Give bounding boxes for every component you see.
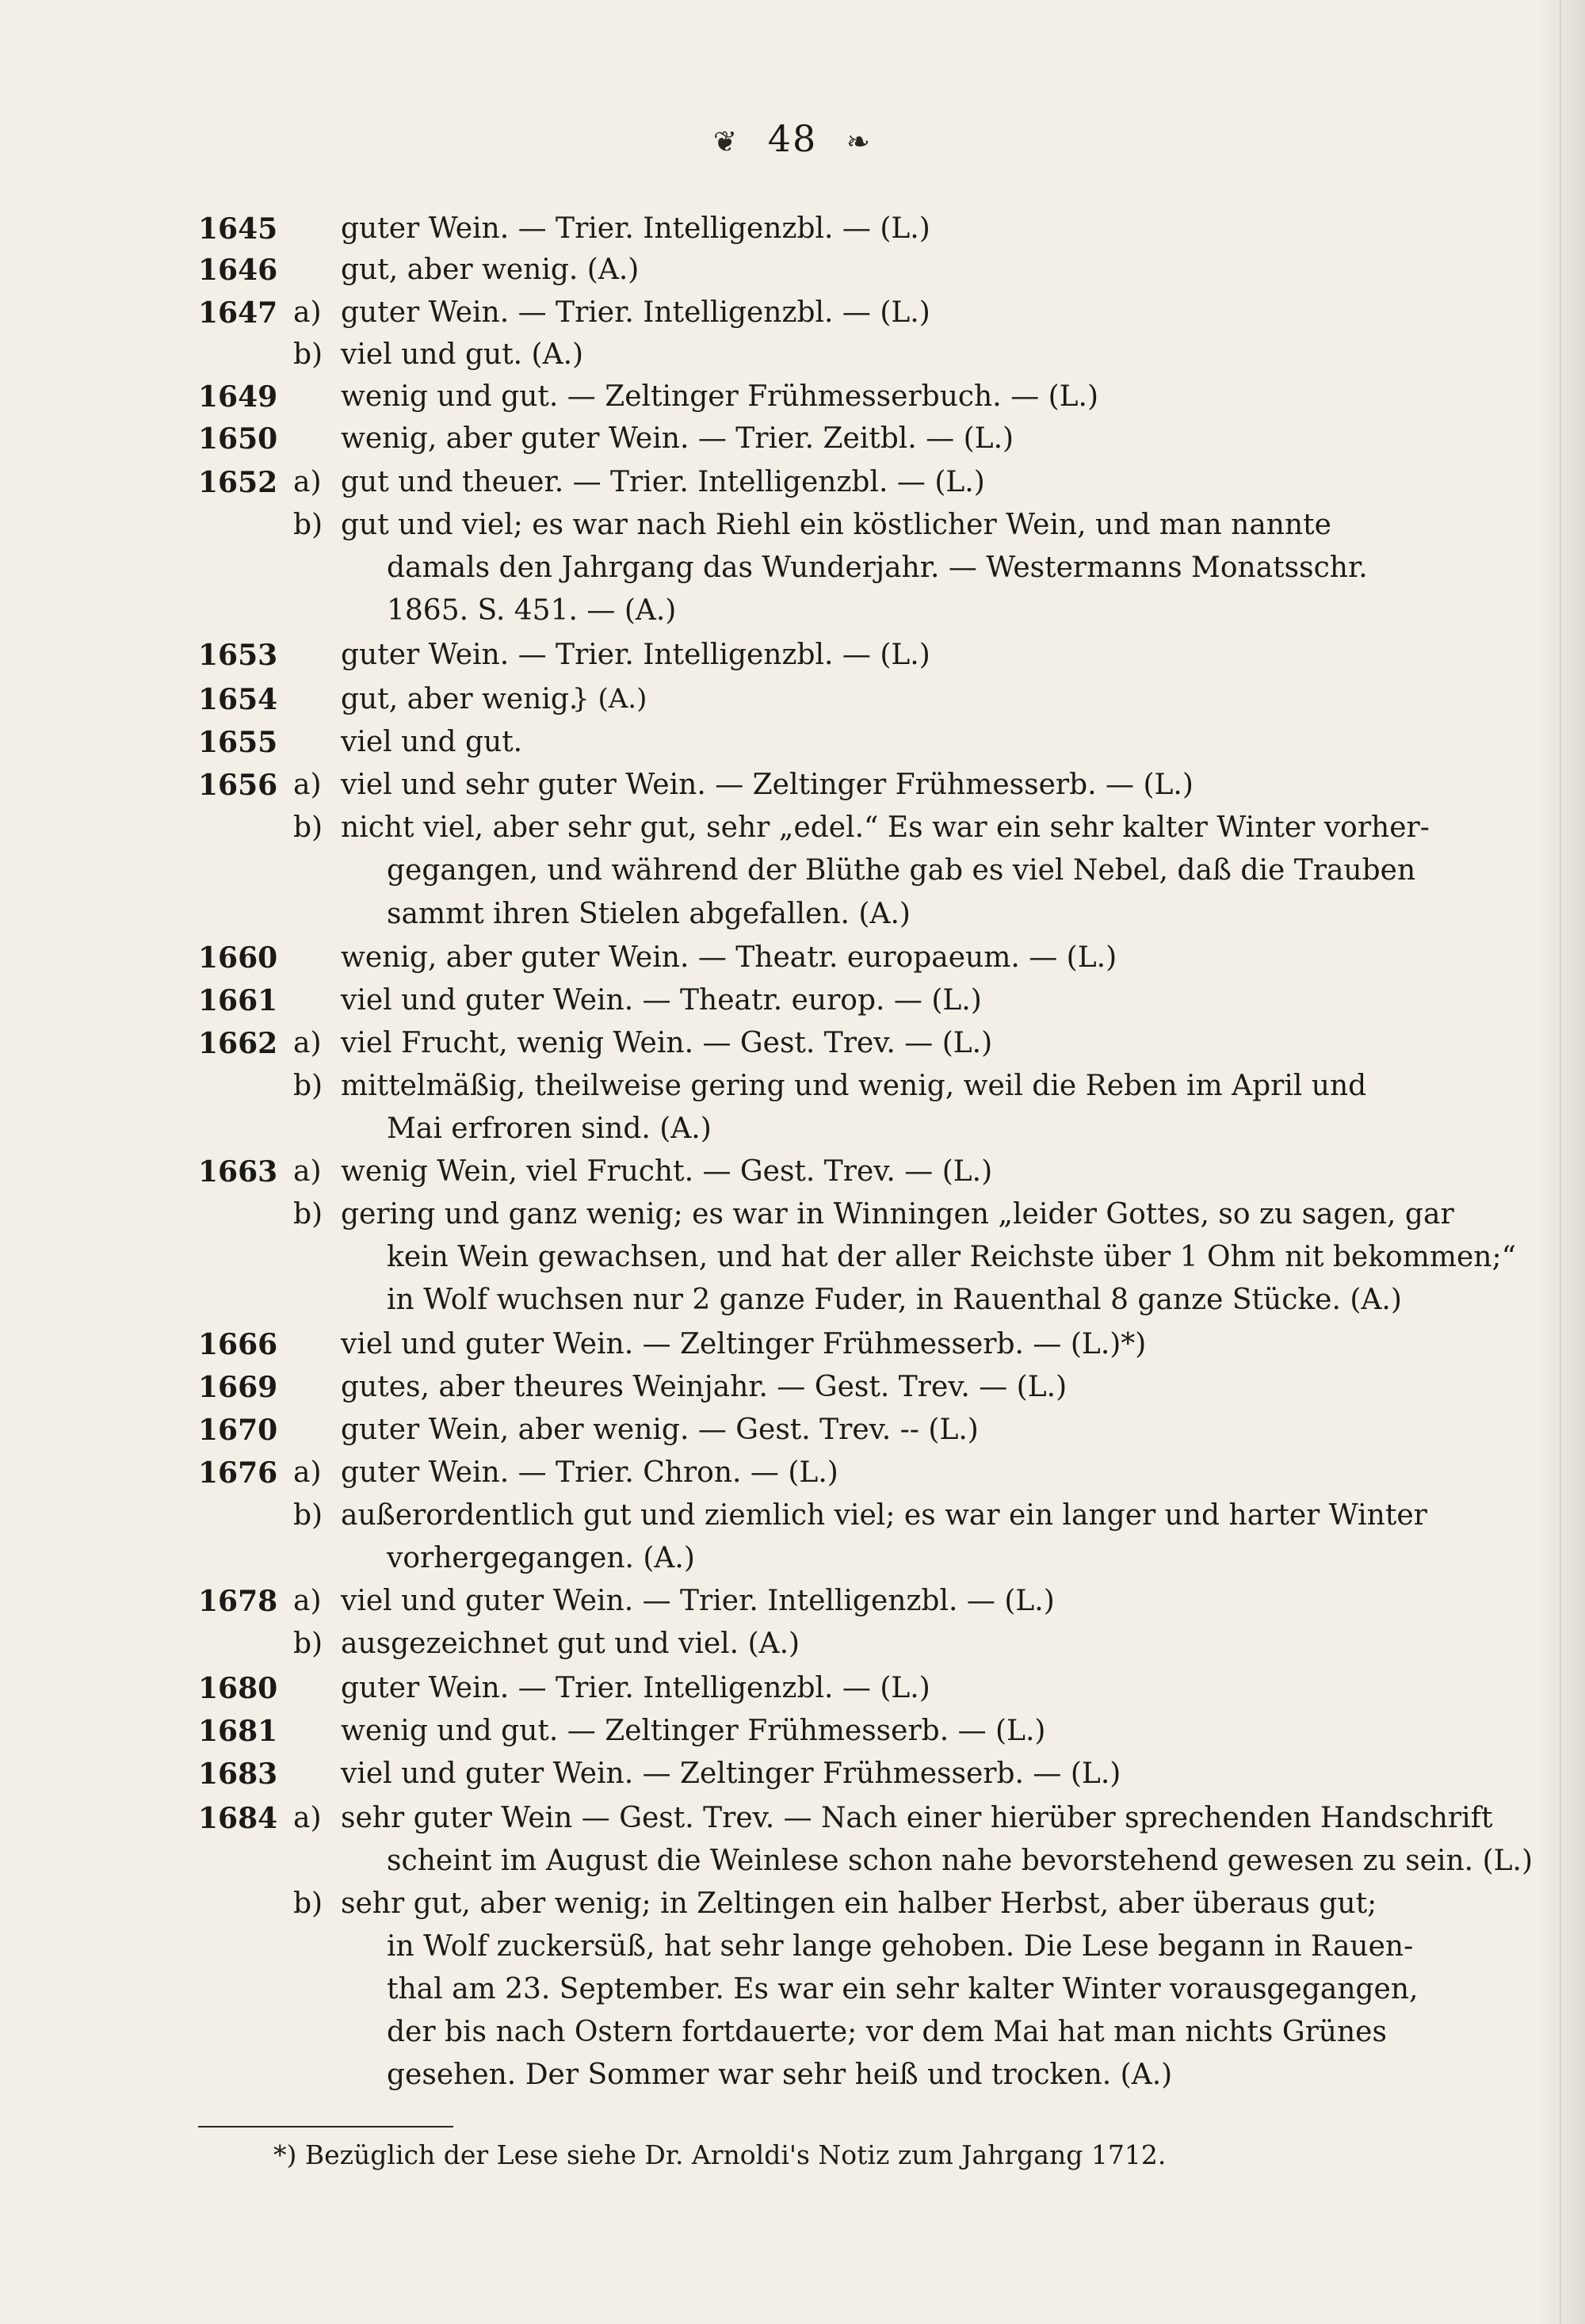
entry-text: viel und gut. (A.) [341, 338, 584, 371]
left-ornament-icon: ❦ [712, 126, 739, 158]
entry-continuation: damals den Jahrgang das Wunderjahr. — Westermanns Monatsschr. [387, 551, 1368, 584]
entry-continuation: thal am 23. September. Es war ein sehr kalter Winter vorausgegangen, [387, 1973, 1419, 2005]
entry-year: 1649 [198, 380, 278, 414]
entry-year: 1676 [198, 1456, 278, 1490]
entry-text: gut und viel; es war nach Riehl ein köstlicher Wein, und man nannte [341, 509, 1331, 541]
entry-label: b) [293, 338, 323, 371]
entry-year: 1663 [198, 1155, 278, 1189]
page-number: 48 [767, 117, 818, 160]
entry-text: guter Wein. — Trier. Intelligenzbl. — (L.) [341, 296, 930, 329]
entry-label: a) [293, 1802, 322, 1834]
entry-text: viel und sehr guter Wein. — Zeltinger Frühmesserb. — (L.) [341, 769, 1194, 801]
entry-label: b) [293, 1887, 323, 1920]
page-edge-shadow [1537, 0, 1585, 2324]
footnote-rule [198, 2126, 453, 2127]
entry-label: a) [293, 1585, 322, 1617]
entry-text: gutes, aber theures Weinjahr. — Gest. Trev. — (L.) [341, 1371, 1067, 1403]
entry-text: viel und gut. [341, 726, 523, 758]
entry-continuation: scheint im August die Weinlese schon nahe bevorstehend gewesen zu sein. (L.) [387, 1845, 1533, 1877]
entry-text: guter Wein. — Trier. Intelligenzbl. — (L.) [341, 1672, 930, 1704]
entry-text: gut, aber wenig. [341, 683, 579, 716]
entry-year: 1652 [198, 466, 278, 499]
entry-continuation: in Wolf wuchsen nur 2 ganze Fuder, in Rauenthal 8 ganze Stücke. (A.) [387, 1284, 1402, 1316]
entry-text: wenig, aber guter Wein. — Theatr. europaeum. — (L.) [341, 941, 1117, 974]
entry-label: b) [293, 1499, 323, 1532]
entry-label: b) [293, 1198, 323, 1231]
page-header [0, 117, 1585, 160]
entry-year: 1653 [198, 639, 278, 672]
entry-label: a) [293, 769, 322, 801]
entry-year: 1680 [198, 1672, 278, 1705]
entry-continuation: sammt ihren Stielen abgefallen. (A.) [387, 898, 911, 930]
entry-year: 1662 [198, 1027, 278, 1060]
entry-label: b) [293, 1628, 323, 1660]
entry-year: 1670 [198, 1414, 278, 1447]
entry-year: 1655 [198, 726, 278, 759]
entry-label: b) [293, 1070, 323, 1102]
footnote: *) Bezüglich der Lese siehe Dr. Arnoldi's Notiz zum Jahrgang 1712. [273, 2139, 1167, 2170]
entry-continuation: der bis nach Ostern fortdauerte; vor dem Mai hat man nichts Grünes [387, 2016, 1387, 2048]
page-gutter [1560, 0, 1561, 2324]
entry-year: 1650 [198, 422, 278, 456]
entry-text: nicht viel, aber sehr gut, sehr „edel.“ Es war ein sehr kalter Winter vorher- [341, 811, 1430, 844]
entry-year: 1647 [198, 296, 278, 330]
entry-text: gut und theuer. — Trier. Intelligenzbl. — (L.) [341, 466, 985, 498]
entry-text: außerordentlich gut und ziemlich viel; es war ein langer und harter Winter [341, 1499, 1427, 1532]
entry-year: 1654 [198, 683, 278, 716]
entry-text: wenig Wein, viel Frucht. — Gest. Trev. — (L.) [341, 1155, 993, 1188]
entry-label: a) [293, 1456, 322, 1489]
entry-text: gut, aber wenig. (A.) [341, 254, 640, 286]
entry-text: guter Wein. — Trier. Intelligenzbl. — (L.) [341, 639, 930, 671]
entry-text: viel und guter Wein. — Theatr. europ. — (L.) [341, 984, 982, 1017]
entry-label: a) [293, 296, 322, 329]
entry-label: b) [293, 509, 323, 541]
entry-text: gering und ganz wenig; es war in Winningen „leider Gottes, so zu sagen, gar [341, 1198, 1454, 1231]
entry-text: viel und guter Wein. — Zeltinger Frühmesserb. — (L.) [341, 1757, 1121, 1790]
right-ornament-icon: ❧ [846, 126, 873, 158]
entry-continuation: Mai erfroren sind. (A.) [387, 1112, 712, 1145]
entry-label: a) [293, 466, 322, 498]
brace-note: } (A.) [572, 683, 647, 715]
entry-continuation: 1865. S. 451. — (A.) [387, 594, 677, 627]
entry-label: a) [293, 1027, 322, 1059]
entry-continuation: vorhergegangen. (A.) [387, 1542, 695, 1574]
entry-year: 1681 [198, 1715, 278, 1748]
entry-year: 1678 [198, 1585, 278, 1618]
entry-text: sehr gut, aber wenig; in Zeltingen ein halber Herbst, aber überaus gut; [341, 1887, 1377, 1920]
entry-label: a) [293, 1155, 322, 1188]
entry-year: 1646 [198, 254, 278, 287]
entry-year: 1645 [198, 212, 278, 246]
entry-year: 1661 [198, 984, 278, 1017]
entry-text: guter Wein. — Trier. Chron. — (L.) [341, 1456, 838, 1489]
entry-year: 1660 [198, 941, 278, 975]
entry-text: wenig und gut. — Zeltinger Frühmesserb. — (L.) [341, 1715, 1046, 1747]
entry-text: sehr guter Wein — Gest. Trev. — Nach einer hierüber sprechenden Handschrift [341, 1802, 1493, 1834]
entry-continuation: kein Wein gewachsen, und hat der aller Reichste über 1 Ohm nit bekommen;“ [387, 1241, 1516, 1273]
entry-year: 1666 [198, 1328, 278, 1361]
entry-text: viel und guter Wein. — Trier. Intelligenzbl. — (L.) [341, 1585, 1055, 1617]
entry-continuation: gesehen. Der Sommer war sehr heiß und trocken. (A.) [387, 2059, 1173, 2091]
entry-text: wenig, aber guter Wein. — Trier. Zeitbl. — (L.) [341, 422, 1014, 455]
entry-year: 1683 [198, 1757, 278, 1791]
entry-continuation: gegangen, und während der Blüthe gab es viel Nebel, daß die Trauben [387, 854, 1416, 887]
entry-year: 1684 [198, 1802, 278, 1835]
entry-text: viel und guter Wein. — Zeltinger Frühmesserb. — (L.)*) [341, 1328, 1147, 1360]
entry-year: 1669 [198, 1371, 278, 1404]
entry-text: wenig und gut. — Zeltinger Frühmesserbuch. — (L.) [341, 380, 1099, 413]
entry-text: guter Wein. — Trier. Intelligenzbl. — (L.) [341, 212, 930, 245]
entry-continuation: in Wolf zuckersüß, hat sehr lange gehoben. Die Lese begann in Rauen- [387, 1930, 1414, 1963]
entry-year: 1656 [198, 769, 278, 802]
entry-label: b) [293, 811, 323, 844]
entry-text: ausgezeichnet gut und viel. (A.) [341, 1628, 800, 1660]
entry-text: guter Wein, aber wenig. — Gest. Trev. -- (L.) [341, 1414, 979, 1446]
entry-text: mittelmäßig, theilweise gering und wenig, weil die Reben im April und [341, 1070, 1367, 1102]
entry-text: viel Frucht, wenig Wein. — Gest. Trev. — (L.) [341, 1027, 993, 1059]
